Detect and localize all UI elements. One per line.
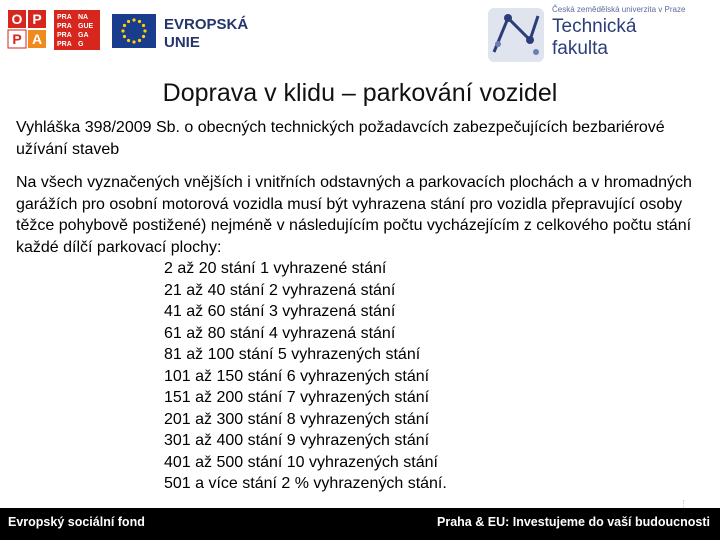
eu-star-icon xyxy=(138,39,141,42)
opp-letter-1: O xyxy=(11,11,23,27)
svg-text:PRA: PRA xyxy=(57,32,72,39)
list-item: 151 až 200 stání 7 vyhrazených stání xyxy=(164,389,430,406)
svg-text:NA: NA xyxy=(78,14,89,21)
svg-text:G: G xyxy=(78,41,84,48)
list-item: 2 až 20 stání 1 vyhrazené stání xyxy=(164,260,387,277)
faculty-logo xyxy=(486,2,716,66)
reserved-spaces-list xyxy=(164,258,447,495)
eu-logo-line2: UNIE xyxy=(164,34,200,51)
regulation-paragraph: Vyhláška 398/2009 Sb. o obecných technických požadavcích zabezpečujících bezbariérové užívání staveb xyxy=(16,119,665,158)
list-item: 61 až 80 stání 4 vyhrazená stání xyxy=(164,324,396,342)
opp-letter-3: P xyxy=(12,31,22,47)
requirement-paragraph: Na všech vyznačených vnějších i vnitřních odstavných a parkovacích plochách a v hromadných garážích pro osobní motorová vozidla musí být vyhrazena stání pro vozidla přepravující osoby těžce pohybově postižené) nejméně v následujícím počtu vycházejícím z celkového počtu stání každé dílčí parkovací plochy: xyxy=(16,174,692,256)
eu-star-icon xyxy=(132,40,135,43)
eu-star-icon xyxy=(142,24,145,27)
eu-star-icon xyxy=(123,24,126,27)
faculty-name-line1: Technická xyxy=(552,16,637,37)
list-item: 101 až 150 stání 6 vyhrazených stání xyxy=(164,367,430,385)
list-item: 301 až 400 stání 9 vyhrazených stání xyxy=(164,432,430,449)
list-item: 81 až 100 stání 5 vyhrazených stání xyxy=(164,346,421,363)
eu-logo xyxy=(112,8,249,52)
list-item: 501 a více stání 2 % vyhrazených stání. xyxy=(164,475,447,492)
eu-star-icon xyxy=(121,29,124,32)
footer-bar xyxy=(0,508,720,540)
list-item: 21 až 40 stání 2 vyhrazená stání xyxy=(164,281,396,299)
slide-title: Doprava v klidu – parkování vozidel xyxy=(162,79,558,107)
list-item: 401 až 500 stání 10 vyhrazených stání xyxy=(164,453,438,471)
eu-star-icon xyxy=(127,39,130,42)
list-item: 201 až 300 stání 8 vyhrazených stání xyxy=(164,410,430,428)
eu-star-icon xyxy=(123,35,126,38)
footer-right-text: Praha & EU: Investujeme do vaší budoucnosti xyxy=(437,515,710,529)
faculty-emblem-icon xyxy=(486,6,546,64)
footer-left-text: Evropský sociální fond xyxy=(8,515,145,529)
svg-text:GA: GA xyxy=(78,32,89,39)
eu-star-icon xyxy=(127,20,130,23)
svg-text:PRA: PRA xyxy=(57,14,72,21)
eu-star-icon xyxy=(138,20,141,23)
faculty-university-name: Česká zemědělská univerzita v Praze xyxy=(552,5,686,14)
eu-star-icon xyxy=(143,29,146,32)
opp-letter-2: P xyxy=(32,11,42,27)
list-item: 41 až 60 stání 3 vyhrazená stání xyxy=(164,303,396,320)
svg-text:GUE: GUE xyxy=(78,23,94,30)
eu-star-icon xyxy=(132,18,135,21)
svg-text:PRA: PRA xyxy=(57,23,72,30)
eu-star-icon xyxy=(142,35,145,38)
eu-flag-icon xyxy=(112,14,156,48)
faculty-name-line2: fakulta xyxy=(552,38,608,59)
opp-praha-logo xyxy=(6,8,102,52)
opp-letter-4: A xyxy=(31,31,43,47)
svg-text:PRA: PRA xyxy=(57,41,72,48)
eu-logo-line1: EVROPSKÁ xyxy=(164,16,249,33)
